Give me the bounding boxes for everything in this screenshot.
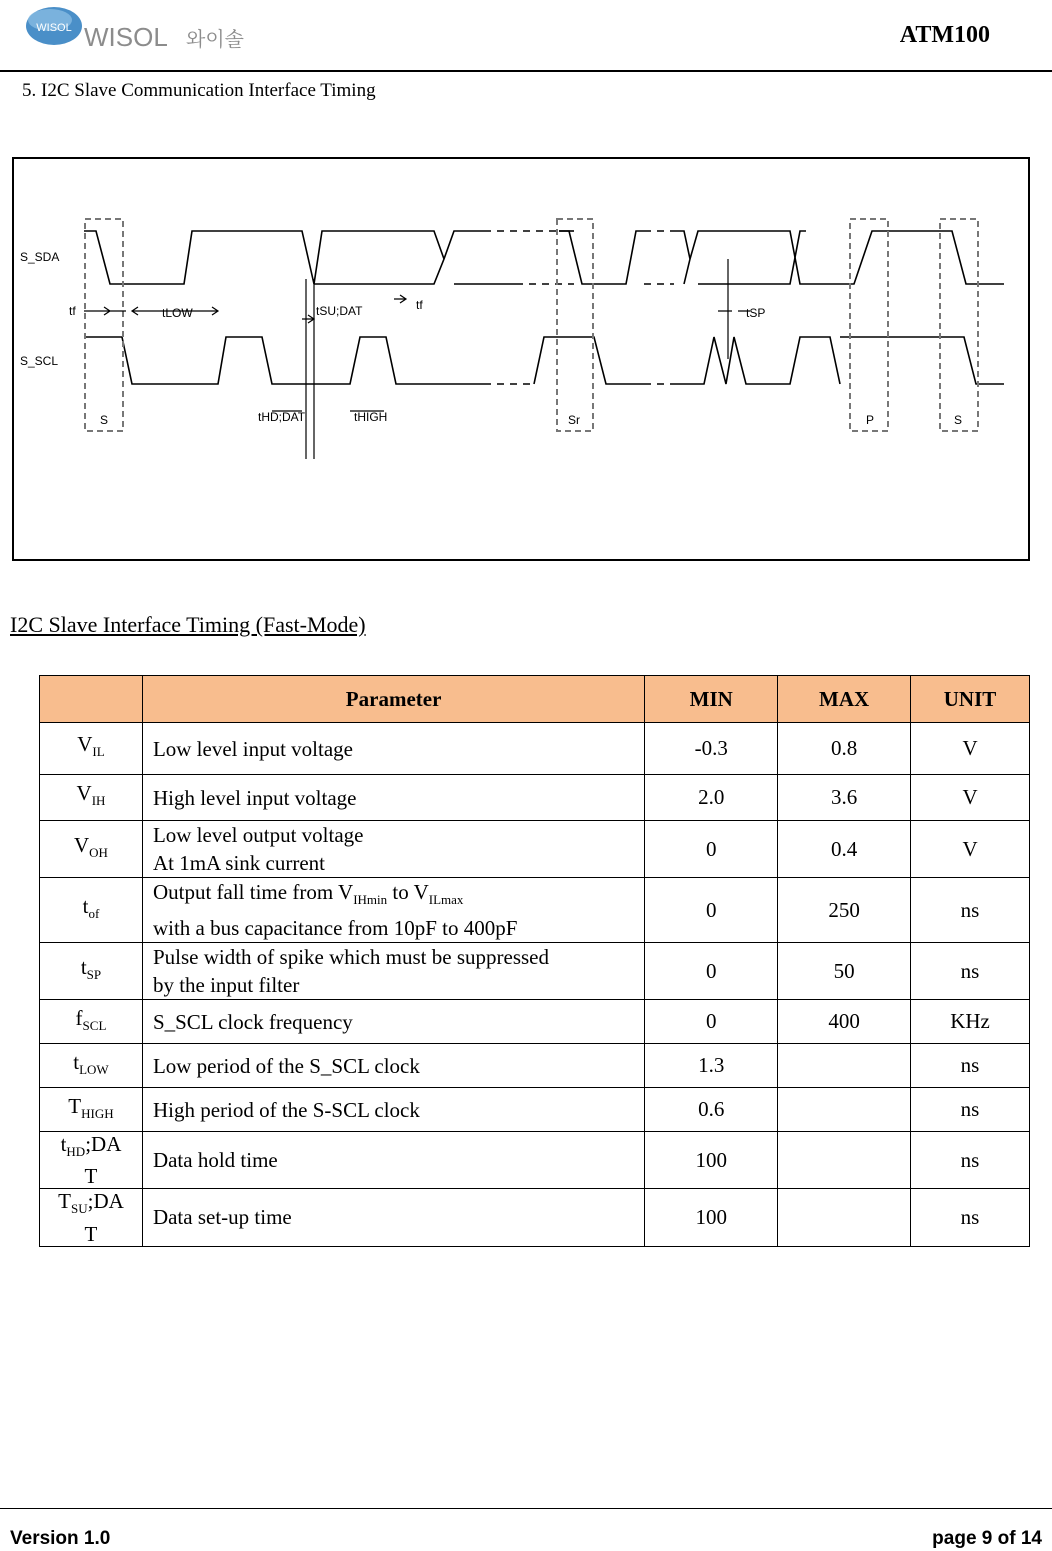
unit-cell: ns (911, 1044, 1030, 1088)
unit-cell: ns (911, 878, 1030, 943)
symbol-sub: HIGH (81, 1105, 114, 1121)
parameter-sub-d: ILmax (428, 892, 464, 908)
min-cell: 100 (645, 1132, 778, 1189)
table-row (40, 723, 1030, 775)
symbol-sub: IH (91, 793, 106, 809)
unit-cell: V (911, 775, 1030, 821)
min-cell: 0 (645, 821, 778, 878)
max-cell: 0.4 (778, 821, 911, 878)
parameter-cell (142, 1088, 644, 1132)
symbol-main: T (58, 1189, 71, 1214)
header-symbol (40, 676, 143, 723)
table-title: I2C Slave Interface Timing (Fast-Mode) (10, 612, 366, 637)
min-cell: 1.3 (645, 1044, 778, 1088)
table-row (40, 1132, 1030, 1189)
parameter-text: Low level input voltage (152, 736, 353, 761)
min-cell: 0 (645, 1000, 778, 1044)
symbol-sub: HD (66, 1144, 86, 1160)
page-number: page 9 of 14 (932, 1528, 1042, 1549)
unit-cell: ns (911, 1189, 1030, 1246)
time-label-tsp: tSP (746, 306, 766, 320)
time-label-tf-2: tf (416, 298, 423, 312)
parameter-cell (142, 1132, 644, 1189)
timing-diagram (12, 157, 1030, 561)
max-cell (778, 1132, 911, 1189)
parameter-cell (142, 1044, 644, 1088)
header-parameter: Parameter (142, 676, 644, 723)
signal-label-scl: S_SCL (20, 354, 59, 368)
table-row (40, 1189, 1030, 1246)
condition-label-start: S (100, 413, 109, 427)
max-cell: 250 (778, 878, 911, 943)
parameter-sub-b: IHmin (353, 892, 388, 908)
timing-diagram-svg (14, 159, 1028, 559)
header-unit: UNIT (911, 676, 1030, 723)
unit-cell: ns (911, 1132, 1030, 1189)
parameter-cell (142, 1000, 644, 1044)
max-cell (778, 1189, 911, 1246)
time-label-tsu-dat: tSU;DAT (316, 304, 363, 318)
symbol-cell (40, 1189, 143, 1246)
table-row (40, 821, 1030, 878)
min-cell: 0.6 (645, 1088, 778, 1132)
max-cell: 3.6 (778, 775, 911, 821)
symbol-cell (40, 943, 143, 1000)
max-cell: 0.8 (778, 723, 911, 775)
symbol-main: V (76, 781, 92, 806)
time-label-thd-dat: tHD;DAT (258, 410, 306, 424)
symbol-tail2: T (84, 1164, 98, 1189)
table-row (40, 1000, 1030, 1044)
parameter-text: S_SCL clock frequency (152, 1009, 353, 1034)
symbol-main: V (77, 732, 93, 757)
symbol-tail2: T (84, 1221, 98, 1246)
symbol-main: t (80, 955, 87, 980)
table-header-row (40, 676, 1030, 723)
symbol-sub: SP (86, 967, 102, 983)
wisol-wordmark-logo (84, 20, 254, 54)
unit-cell: ns (911, 943, 1030, 1000)
version-label: Version 1.0 (10, 1528, 111, 1549)
table-row (40, 1088, 1030, 1132)
max-cell: 50 (778, 943, 911, 1000)
symbol-main: t (82, 894, 89, 918)
parameter-text-line2: with a bus capacitance from 10pF to 400pF (152, 916, 518, 941)
symbol-sub: IL (92, 744, 105, 760)
parameter-text: High period of the S-SCL clock (152, 1097, 420, 1122)
unit-cell: KHz (911, 1000, 1030, 1044)
parameter-text: Data hold time (152, 1148, 278, 1173)
max-cell (778, 1044, 911, 1088)
document-title: ATM100 (899, 22, 990, 48)
time-label-tf-1: tf (69, 304, 76, 318)
symbol-cell (40, 723, 143, 775)
logo-globe-text: WISOL (36, 22, 72, 34)
parameter-text: Low period of the S_SCL clock (152, 1053, 420, 1078)
symbol-sub: of (88, 906, 100, 922)
parameter-text: High level input voltage (152, 785, 357, 810)
parameter-cell (142, 821, 644, 878)
signal-label-sda: S_SDA (20, 250, 60, 264)
symbol-cell (40, 878, 143, 943)
parameter-cell (142, 775, 644, 821)
page-footer-rule (0, 1508, 1052, 1509)
time-label-tlow: tLOW (162, 306, 193, 320)
parameter-cell (142, 723, 644, 775)
condition-label-stop: P (866, 413, 875, 427)
symbol-main: t (73, 1049, 80, 1074)
symbol-sub: LOW (79, 1061, 109, 1077)
max-cell: 400 (778, 1000, 911, 1044)
table-row (40, 943, 1030, 1000)
wisol-globe-logo (22, 4, 84, 46)
symbol-tail: ;DA (87, 1189, 124, 1214)
symbol-sub: OH (89, 845, 108, 861)
symbol-sub: SU (70, 1201, 88, 1217)
min-cell: 0 (645, 943, 778, 1000)
header-min: MIN (645, 676, 778, 723)
min-cell: 100 (645, 1189, 778, 1246)
unit-cell: V (911, 821, 1030, 878)
condition-label-repeated-start: Sr (568, 413, 580, 427)
parameter-text-line2: At 1mA sink current (152, 851, 325, 875)
symbol-main: f (75, 1005, 83, 1030)
parameter-cell (142, 878, 644, 943)
parameter-cell (142, 943, 644, 1000)
parameter-text-line1: Low level output voltage (152, 823, 364, 847)
symbol-tail: ;DA (85, 1132, 122, 1157)
parameter-text-line1: Pulse width of spike which must be suppressed (152, 945, 549, 970)
unit-cell: ns (911, 1088, 1030, 1132)
symbol-cell (40, 1088, 143, 1132)
symbol-cell (40, 1044, 143, 1088)
min-cell: 0 (645, 878, 778, 943)
parameter-text-line2: by the input filter (152, 973, 300, 998)
parameter-text: Data set-up time (152, 1205, 292, 1230)
symbol-sub: SCL (82, 1017, 107, 1033)
parameter-text-a: Output fall time from V (152, 880, 354, 904)
parameter-cell (142, 1189, 644, 1246)
symbol-main: t (60, 1132, 67, 1157)
symbol-main: V (73, 832, 90, 857)
symbol-cell (40, 1000, 143, 1044)
min-cell: -0.3 (645, 723, 778, 775)
parameter-text-c: to V (387, 880, 429, 904)
timing-spec-table (39, 675, 1030, 1247)
section-heading: 5. I2C Slave Communication Interface Timing (22, 80, 376, 101)
table-row (40, 878, 1030, 943)
symbol-cell (40, 1132, 143, 1189)
time-label-thigh: tHIGH (354, 410, 388, 424)
logo-korean-text: 와이솔 (186, 27, 244, 51)
max-cell (778, 1088, 911, 1132)
page-header (0, 0, 1052, 72)
table-row (40, 775, 1030, 821)
condition-label-start-2: S (954, 413, 963, 427)
table-row (40, 1044, 1030, 1088)
symbol-cell (40, 821, 143, 878)
unit-cell: V (911, 723, 1030, 775)
symbol-cell (40, 775, 143, 821)
logo-brand-text: WISOL (84, 22, 168, 52)
symbol-main: T (68, 1093, 82, 1118)
min-cell: 2.0 (645, 775, 778, 821)
header-max: MAX (778, 676, 911, 723)
